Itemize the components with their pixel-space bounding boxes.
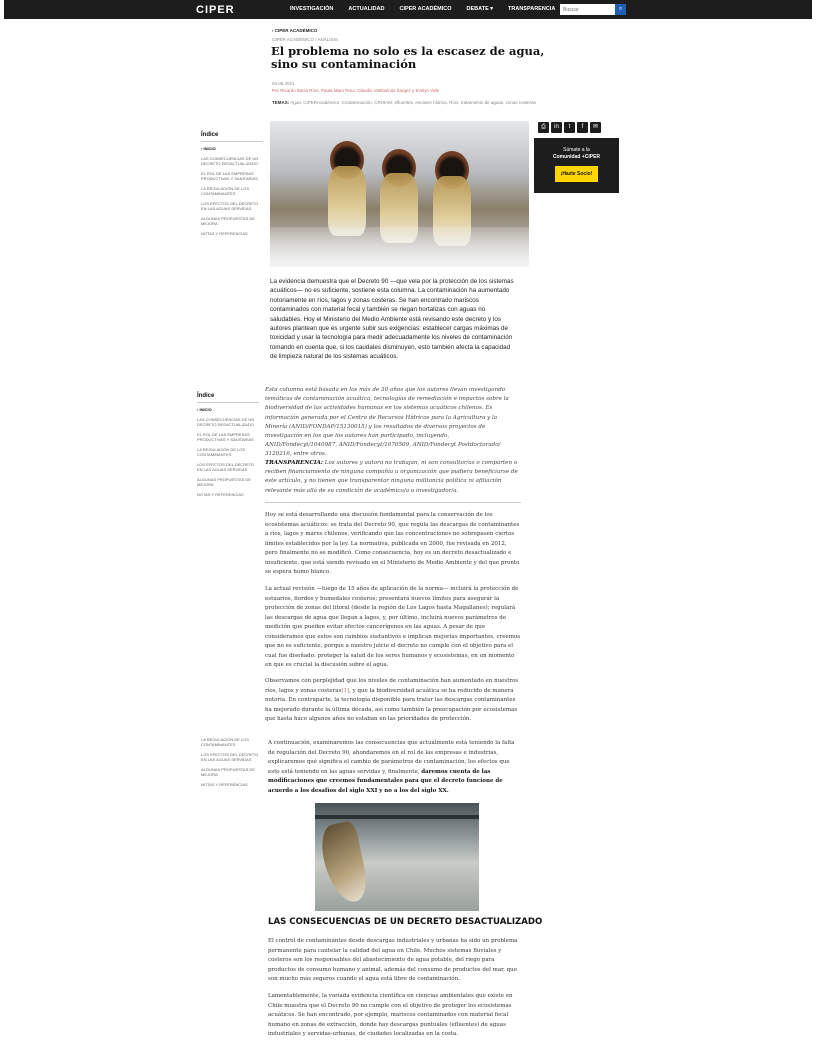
toc-item[interactable]: › INICIO xyxy=(197,407,212,412)
hero-image xyxy=(270,121,529,267)
toc-item[interactable]: LA REGULACIÓN DE LOS CONTAMINANTES xyxy=(201,737,250,747)
transparency-note: TRANSPARENCIA: Los autores y autora no trabajan, ni son consultor/as o comparten o reciben financiamiento de ninguna compañía u organización que pudiera beneficiarse de este artículo, y no tienen que transparentar ninguna militancia política ni afiliación relevante más allá de su condición de académico/a o investigador/a. xyxy=(265,460,518,494)
toc-item[interactable]: LAS CONSECUENCIAS DE UN DECRETO DESACTUALIZADO xyxy=(201,156,259,166)
paragraph: La actual revisión —luego de 15 años de aplicación de la norma— incluirá la protección de estuarios, fiordos y humedales costeros; presentará nuevos límites para asegurar la protección de zonas del litoral (desde la región de Los Lagos hasta Magallanes); regulará las descargas de agua que llegan a lagos, y, por último, incluirá nuevos parámetros de medición que pueden evitar efectos cancerígenos en las aguas. A pesar de que consideramos que estos son cambios sustantivos e implican mejorías importantes, creemos que no es suficiente, porque a nuestro juicio el decreto no cumple con el objetivo para el cual fue diseñado: proteger la salud de los seres humanos y ecosistemas, en un momento en que es crucial la discusión sobre el agua. xyxy=(265,586,521,668)
paragraph: Lamentablemente, la variada evidencia científica en ciencias ambientales que existe en Chile muestra que el Decreto 90 no cumple con el objetivo de proteger los ecosistemas acuáticos. Se han encontrado, por ejemplo, mariscos contaminados con material fecal humano en zonas de extracción, donde hay descargas puntuales (efluentes) de aguas industriales y servidas-urbanas, de ciudades localizadas en la costa. xyxy=(268,993,513,1037)
nav-investigacion[interactable]: INVESTIGACIÓN xyxy=(290,6,334,12)
search-icon: ⌕ xyxy=(618,6,623,12)
email-icon[interactable]: ✉ xyxy=(590,122,601,133)
breadcrumb[interactable]: CIPER ACADÉMICO / ANÁLISIS xyxy=(272,37,338,42)
toc-item[interactable]: LOS EFECTOS DEL DECRETO EN LAS AGUAS SERVIDAS xyxy=(201,201,259,211)
toc-item[interactable]: LA REGULACIÓN DE LOS CONTAMINANTES xyxy=(201,186,250,196)
article-lead: La evidencia demuestra que el Decreto 90 —que vela por la protección de los sistemas acuáticos— no es suficiente, sostiene esta columna. La contaminación ha aumentado notoriamente en ríos, lagos y zonas costeras. Se han encontrado mariscos contaminados con material fecal y también se riegan hortalizas con aguas no saludables. Hoy el Ministerio del Medio Ambiente está revisando este decreto y los autores plantean que es urgente subir sus exigencias: establecer cargas máximas de toxicidad y usar la tecnología para medir adecuadamente los niveles de contaminación tomando en cuenta que, si los caudales disminuyen, esto también afecta la capacidad de limpieza natural de los sistemas acuáticos. xyxy=(270,278,514,361)
article-date: 04.06.2021 xyxy=(272,81,295,86)
paragraph: Hoy se está desarrollando una discusión fundamental para la conservación de los ecosistemas acuáticos: se trata del Decreto 90, que regula las descargas de contaminantes a ríos, lagos y mares chilenos, verificando que las concentraciones no sobrepasen ciertos límites establecidos por la ley. La normativa, publicada en 2000, fue revisada en 2012, pero finalmente no se modificó. Como consecuencia, hoy es un decreto desactualizado e insuficiente, que está siendo revisado en el Ministerio de Medio Ambiente y del que pronto se espera humo blanco. xyxy=(265,512,520,575)
toc-item[interactable]: ALGUNAS PROPUESTAS DE MEJORA xyxy=(197,477,251,487)
table-of-contents-partial xyxy=(201,737,263,792)
toc-item[interactable]: LA REGULACIÓN DE LOS CONTAMINANTES xyxy=(197,447,246,457)
toc-item[interactable]: LOS EFECTOS DEL DECRETO EN LAS AGUAS SERVIDAS xyxy=(197,462,255,472)
print-icon[interactable]: ⎙ xyxy=(538,122,549,133)
tags-list[interactable]: Agua, CIPERAcadémico, Contaminación, CRHIAM, efluentes, escasez hídrica, Ríos, tratamiento de aguas, zonas costeras xyxy=(290,100,536,105)
toc-item[interactable]: ALGUNAS PROPUESTAS DE MEJORA xyxy=(201,216,255,226)
membership-promo xyxy=(534,138,619,193)
facebook-icon[interactable]: f xyxy=(577,122,588,133)
tags-label: TEMAS: xyxy=(272,100,290,105)
table-of-contents xyxy=(201,132,263,241)
share-buttons xyxy=(538,122,603,133)
paragraph: A continuación, examinaremos las consecuencias que actualmente está teniendo la falta de regulación del Decreto 90, ahondaremos en el rol de las empresas e industrias, explicaremos qué significa el cambio de parámetros de contaminación, los efectos que esto está teniendo en las aguas servidas y, finalmente, daremos cuenta de las modificaciones que creemos fundamentales para que el decreto funcione de acuerdo a los desafíos del siglo XXI y no a los del siglo XX. xyxy=(268,740,515,794)
main-nav xyxy=(290,6,605,12)
toc-item[interactable]: EL ROL DE LAS EMPRESAS PRODUCTIVAS Y SANITARIAS xyxy=(197,432,254,442)
nav-ciper-academico[interactable]: CIPER ACADÉMICO xyxy=(399,6,452,12)
top-navbar xyxy=(4,0,812,19)
divider xyxy=(265,502,521,503)
nav-debate[interactable]: DEBATE ▾ xyxy=(466,6,494,12)
article-tags xyxy=(272,100,536,105)
toc-title: Índice xyxy=(201,132,263,142)
search-input[interactable] xyxy=(560,4,615,15)
section-label[interactable]: › CIPER ACADÉMICO xyxy=(272,28,318,33)
toc-item[interactable]: NOTAS Y REFERENCIAS xyxy=(201,782,248,787)
table-of-contents-sticky xyxy=(197,393,259,502)
nav-actualidad[interactable]: ACTUALIDAD xyxy=(348,6,385,12)
ciper-logo[interactable]: CIPER xyxy=(196,4,235,16)
paragraph: Observamos con perplejidad que los niveles de contaminación han aumentado en nuestros ríos, lagos y zonas costeras[1], y que la biodiversidad acuática se ha reducido de manera notoria. En contraparte, la tecnología disponible para tratar las descargas contaminantes ha mejorado durante la última década, así como también la preocupación por ecosistemas que hasta hace algunos años no estaban en las prioridades de protección. xyxy=(265,678,519,722)
toc-item[interactable]: ALGUNAS PROPUESTAS DE MEJORA xyxy=(201,767,255,777)
paragraph: El control de contaminantes desde descargas industriales y urbanas ha sido un problema permanente para cautelar la calidad del agua en Chile. Muchos sistemas fluviales y costeros son los responsables del abastecimiento de agua potable, del riego para productos de consumo humano y animal, además del consumo de productos del mar, que son mucho más seguros cuando el agua está libre de contaminación. xyxy=(268,938,518,982)
toc-item[interactable]: › INICIO xyxy=(201,146,216,151)
search-button[interactable] xyxy=(615,4,626,15)
author-note: Esta columna está basada en los más de 30 años que los autores llevan investigando temáticas de contaminación acuática, tecnologías de remediación e impactos sobre la biodiversidad de las actividades humanas en los sistemas acuáticos chilenos. Es información generada por el Centro de Recursos Hídricos para la Agricultura y la Minería (ANID/FONDAP/15130015) y los resultados de diversos proyectos de investigación en los que los autores han participado, incluyendo, ANID/Fondecyt/1040987, ANID/Fondecyt/1070509, ANID/Fondecyt Postdoctorado/ 3120216, entre otros. xyxy=(265,387,509,458)
nav-transparencia[interactable]: TRANSPARENCIA xyxy=(508,6,556,12)
section-heading: LAS CONSECUENCIAS DE UN DECRETO DESACTUALIZADO xyxy=(268,917,543,927)
join-button[interactable]: ¡Hazte Socio! xyxy=(555,166,599,182)
promo-text: Súmate a la Comunidad +CIPER xyxy=(552,147,601,160)
toc-item[interactable]: LAS CONSECUENCIAS DE UN DECRETO DESACTUALIZADO xyxy=(197,417,255,427)
article-title: El problema no solo es la escasez de agua, sino su contaminación xyxy=(271,44,545,71)
toc-title: Índice xyxy=(197,393,259,403)
footnote-link[interactable]: [1] xyxy=(341,687,350,694)
toc-item[interactable]: NOTAS Y REFERENCIAS xyxy=(197,492,244,497)
article-authors[interactable]: Por Ricardo Barra Ríos, Paula Maro Rmo, Claudio Valdovinos Zargez y Evelyn Vide xyxy=(272,88,440,93)
twitter-icon[interactable]: t xyxy=(564,122,575,133)
discharge-image xyxy=(315,803,479,911)
linkedin-icon[interactable]: in xyxy=(551,122,562,133)
toc-item[interactable]: EL ROL DE LAS EMPRESAS PRODUCTIVAS Y SANITARIAS xyxy=(201,171,258,181)
toc-item[interactable]: LOS EFECTOS DEL DECRETO EN LAS AGUAS SERVIDAS xyxy=(201,752,259,762)
toc-item[interactable]: NOTAS Y REFERENCIAS xyxy=(201,231,248,236)
